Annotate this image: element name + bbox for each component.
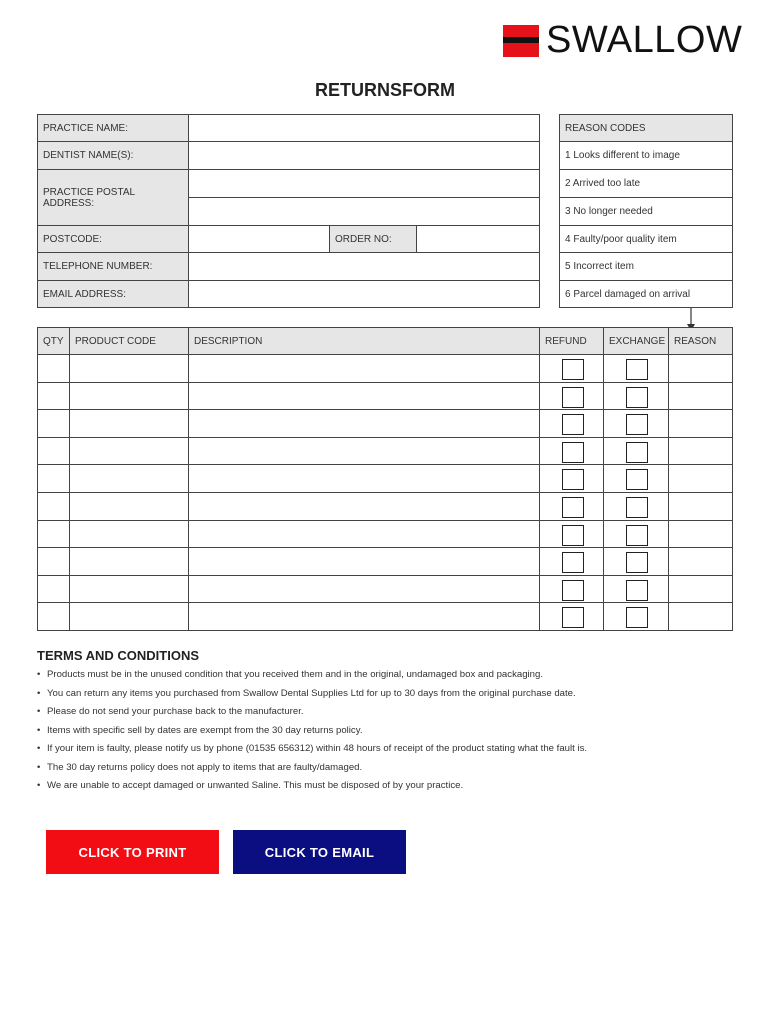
refund-cell [539, 602, 604, 631]
refund-checkbox[interactable] [562, 359, 584, 380]
refund-checkbox[interactable] [562, 497, 584, 518]
refund-cell [539, 547, 604, 576]
reason-code-2: 2 Arrived too late [559, 169, 733, 198]
refund-checkbox[interactable] [562, 469, 584, 490]
terms-item: • We are unable to accept damaged or unwanted Saline. This must be disposed of by your practice. [37, 780, 464, 791]
col-header-qty: QTY [37, 327, 70, 355]
reason-input[interactable] [668, 575, 733, 603]
telephone-label: TELEPHONE NUMBER: [37, 252, 189, 281]
exchange-cell [603, 547, 669, 576]
qty-input[interactable] [37, 437, 70, 465]
qty-input[interactable] [37, 547, 70, 576]
refund-checkbox[interactable] [562, 387, 584, 408]
postcode-input[interactable] [188, 225, 330, 253]
product-code-input[interactable] [69, 547, 189, 576]
product-code-input[interactable] [69, 464, 189, 493]
exchange-cell [603, 492, 669, 521]
reason-code-5: 5 Incorrect item [559, 252, 733, 281]
product-code-input[interactable] [69, 492, 189, 521]
exchange-cell [603, 354, 669, 383]
practice-name-input[interactable] [188, 114, 540, 142]
refund-checkbox[interactable] [562, 552, 584, 573]
exchange-cell [603, 602, 669, 631]
qty-input[interactable] [37, 354, 70, 383]
qty-input[interactable] [37, 464, 70, 493]
exchange-checkbox[interactable] [626, 359, 648, 380]
qty-input[interactable] [37, 382, 70, 410]
qty-input[interactable] [37, 602, 70, 631]
reason-input[interactable] [668, 492, 733, 521]
description-input[interactable] [188, 520, 540, 548]
exchange-checkbox[interactable] [626, 414, 648, 435]
postal-address-input-line-2[interactable] [188, 197, 540, 226]
qty-input[interactable] [37, 492, 70, 521]
reason-code-3: 3 No longer needed [559, 197, 733, 226]
exchange-cell [603, 437, 669, 465]
email-label: EMAIL ADDRESS: [37, 280, 189, 308]
exchange-cell [603, 464, 669, 493]
product-code-input[interactable] [69, 575, 189, 603]
practice-name-label: PRACTICE NAME: [37, 114, 189, 142]
col-header-refund: REFUND [539, 327, 604, 355]
description-input[interactable] [188, 575, 540, 603]
reason-code-6: 6 Parcel damaged on arrival [559, 280, 733, 308]
description-input[interactable] [188, 492, 540, 521]
refund-checkbox[interactable] [562, 442, 584, 463]
exchange-checkbox[interactable] [626, 497, 648, 518]
qty-input[interactable] [37, 520, 70, 548]
postcode-label: POSTCODE: [37, 225, 189, 253]
postal-address-input-line-1[interactable] [188, 169, 540, 198]
order-no-input[interactable] [416, 225, 540, 253]
col-header-description: DESCRIPTION [188, 327, 540, 355]
refund-cell [539, 354, 604, 383]
refund-cell [539, 520, 604, 548]
exchange-checkbox[interactable] [626, 469, 648, 490]
reason-input[interactable] [668, 547, 733, 576]
form-title: RETURNSFORM [315, 80, 455, 100]
reason-input[interactable] [668, 437, 733, 465]
product-code-input[interactable] [69, 602, 189, 631]
terms-item: • Products must be in the unused condition that you received them and in the original, undamaged box and packaging. [37, 669, 544, 680]
description-input[interactable] [188, 602, 540, 631]
telephone-input[interactable] [188, 252, 540, 281]
exchange-checkbox[interactable] [626, 442, 648, 463]
exchange-checkbox[interactable] [626, 387, 648, 408]
order-no-label: ORDER NO: [329, 225, 417, 253]
description-input[interactable] [188, 354, 540, 383]
refund-cell [539, 382, 604, 410]
reason-input[interactable] [668, 382, 733, 410]
product-code-input[interactable] [69, 354, 189, 383]
refund-checkbox[interactable] [562, 525, 584, 546]
description-input[interactable] [188, 382, 540, 410]
description-input[interactable] [188, 409, 540, 438]
product-code-input[interactable] [69, 437, 189, 465]
email-button[interactable]: CLICK TO EMAIL [233, 830, 406, 874]
logo-wordmark: SWALLOW [546, 19, 743, 61]
exchange-checkbox[interactable] [626, 580, 648, 601]
terms-item: • If your item is faulty, please notify us by phone (01535 656312) within 48 hours of receipt of the product stating what the fault is. [37, 743, 588, 754]
description-input[interactable] [188, 547, 540, 576]
terms-title: TERMS AND CONDITIONS [37, 648, 200, 663]
reason-code-4: 4 Faulty/poor quality item [559, 225, 733, 253]
logo-mark-icon [503, 25, 539, 57]
swallow-logo [503, 19, 743, 62]
terms-item: • You can return any items you purchased from Swallow Dental Supplies Ltd for up to 30 days from the original purchase date. [37, 688, 576, 699]
product-code-input[interactable] [69, 382, 189, 410]
dentist-names-input[interactable] [188, 141, 540, 170]
reason-input[interactable] [668, 409, 733, 438]
exchange-checkbox[interactable] [626, 552, 648, 573]
reason-input[interactable] [668, 520, 733, 548]
terms-item: • The 30 day returns policy does not apply to items that are faulty/damaged. [37, 762, 363, 773]
terms-item: • Items with specific sell by dates are exempt from the 30 day returns policy. [37, 725, 363, 736]
terms-item: • Please do not send your purchase back to the manufacturer. [37, 706, 304, 717]
product-code-input[interactable] [69, 520, 189, 548]
refund-checkbox[interactable] [562, 414, 584, 435]
exchange-checkbox[interactable] [626, 607, 648, 628]
refund-cell [539, 492, 604, 521]
refund-checkbox[interactable] [562, 607, 584, 628]
exchange-cell [603, 409, 669, 438]
qty-input[interactable] [37, 575, 70, 603]
refund-cell [539, 437, 604, 465]
col-header-exchange: EXCHANGE [603, 327, 669, 355]
qty-input[interactable] [37, 409, 70, 438]
reason-input[interactable] [668, 602, 733, 631]
refund-cell [539, 409, 604, 438]
exchange-checkbox[interactable] [626, 525, 648, 546]
exchange-cell [603, 520, 669, 548]
description-input[interactable] [188, 464, 540, 493]
reason-code-1: 1 Looks different to image [559, 141, 733, 170]
refund-cell [539, 575, 604, 603]
description-input[interactable] [188, 437, 540, 465]
reason-input[interactable] [668, 464, 733, 493]
col-header-product-code: PRODUCT CODE [69, 327, 189, 355]
reason-codes-header: REASON CODES [559, 114, 733, 142]
exchange-cell [603, 575, 669, 603]
refund-checkbox[interactable] [562, 580, 584, 601]
col-header-reason: REASON [668, 327, 733, 355]
print-button[interactable]: CLICK TO PRINT [46, 830, 219, 874]
exchange-cell [603, 382, 669, 410]
postal-address-label: PRACTICE POSTAL ADDRESS: [37, 169, 189, 226]
email-input[interactable] [188, 280, 540, 308]
refund-cell [539, 464, 604, 493]
dentist-names-label: DENTIST NAME(S): [37, 141, 189, 170]
product-code-input[interactable] [69, 409, 189, 438]
reason-input[interactable] [668, 354, 733, 383]
